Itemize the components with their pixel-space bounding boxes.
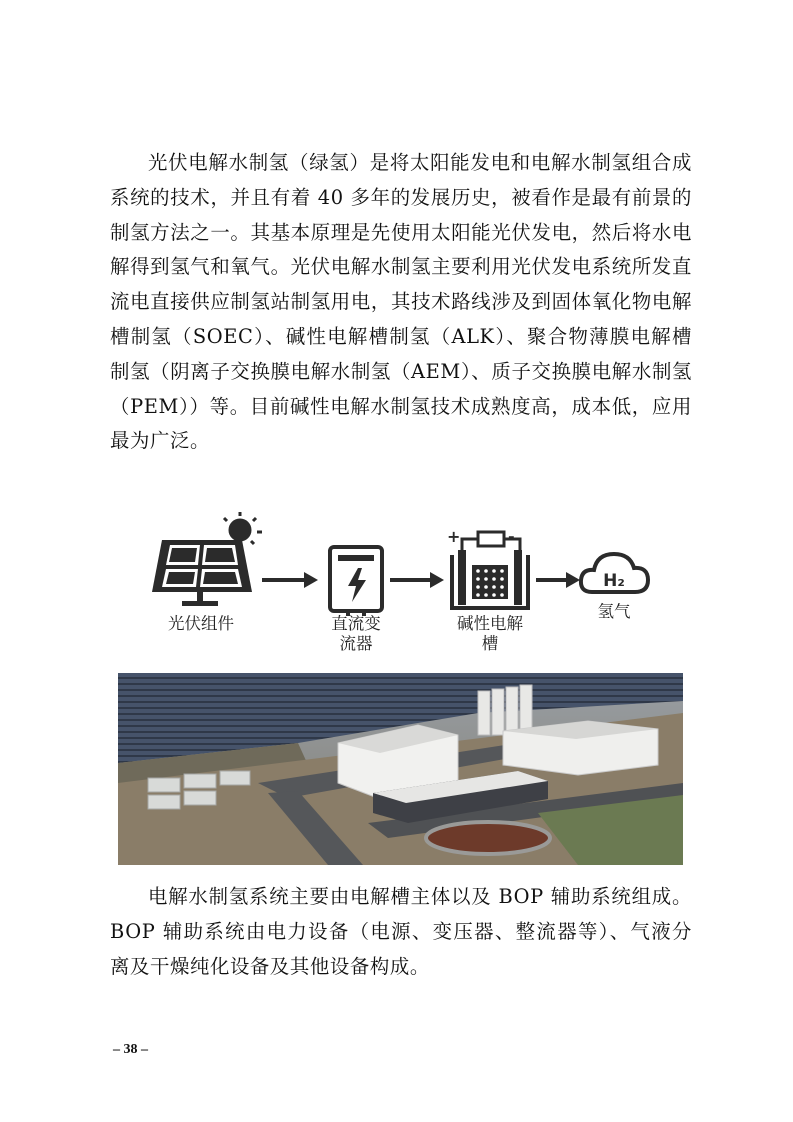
page-number: – 38 – xyxy=(113,1042,148,1057)
hydrogen-plant-aerial-photo xyxy=(118,673,683,865)
arrow-icon xyxy=(262,572,318,588)
label-inverter xyxy=(320,614,392,654)
flow-diagram-graphics xyxy=(140,510,660,660)
svg-text:-: - xyxy=(508,527,515,546)
label-electrolyzer xyxy=(442,614,538,654)
label-hydrogen: 氢气 xyxy=(597,602,631,621)
label-inverter-line1: 直流变 xyxy=(331,614,381,633)
plant-photo-graphics xyxy=(118,673,683,865)
intro-paragraph: 光伏电解水制氢（绿氢）是将太阳能发电和电解水制氢组合成系统的技术，并且有着 40 多年的发展历史，被看作是最有前景的制氢方法之一。其基本原理是先使用太阳能光伏发电，然后将水电解得到氢气和氧气。光伏电解水制氢主要利用光伏发电系统所发直流电直接供应制氢站制氢用电，其技术路线涉及到固体氧化物电解槽制氢（SOEC）、碱性电解槽制氢（ALK）、聚合物薄膜电解槽制氢（阴离子交换膜电解水制氢（AEM）、质子交换膜电解水制氢（PEM））等。目前碱性电解水制氢技术成熟度高，成本低，应用最为广泛。 xyxy=(110,151,692,453)
label-electrolyzer-line1: 碱性电解 xyxy=(457,614,523,633)
sun-icon xyxy=(224,512,262,544)
solar-panel-icon xyxy=(152,540,252,606)
hydrogen-cloud-icon xyxy=(581,554,648,592)
arrow-icon xyxy=(536,572,580,588)
label-electrolyzer-line2: 槽 xyxy=(481,634,499,653)
label-pv-module: 光伏组件 xyxy=(168,614,234,633)
electrolyzer-icon xyxy=(447,527,528,608)
bop-paragraph: 电解水制氢系统主要由电解槽主体以及 BOP 辅助系统组成。BOP 辅助系统由电力设备（电源、变压器、整流器等）、气液分离及干燥纯化设备及其他设备构成。 xyxy=(110,885,692,978)
label-inverter-line2: 流器 xyxy=(339,634,373,653)
electrolysis-flow-diagram xyxy=(140,510,660,660)
arrow-icon xyxy=(390,572,444,588)
inverter-icon xyxy=(330,547,382,616)
h2-symbol: H₂ xyxy=(603,571,625,591)
svg-text:+: + xyxy=(447,527,461,546)
